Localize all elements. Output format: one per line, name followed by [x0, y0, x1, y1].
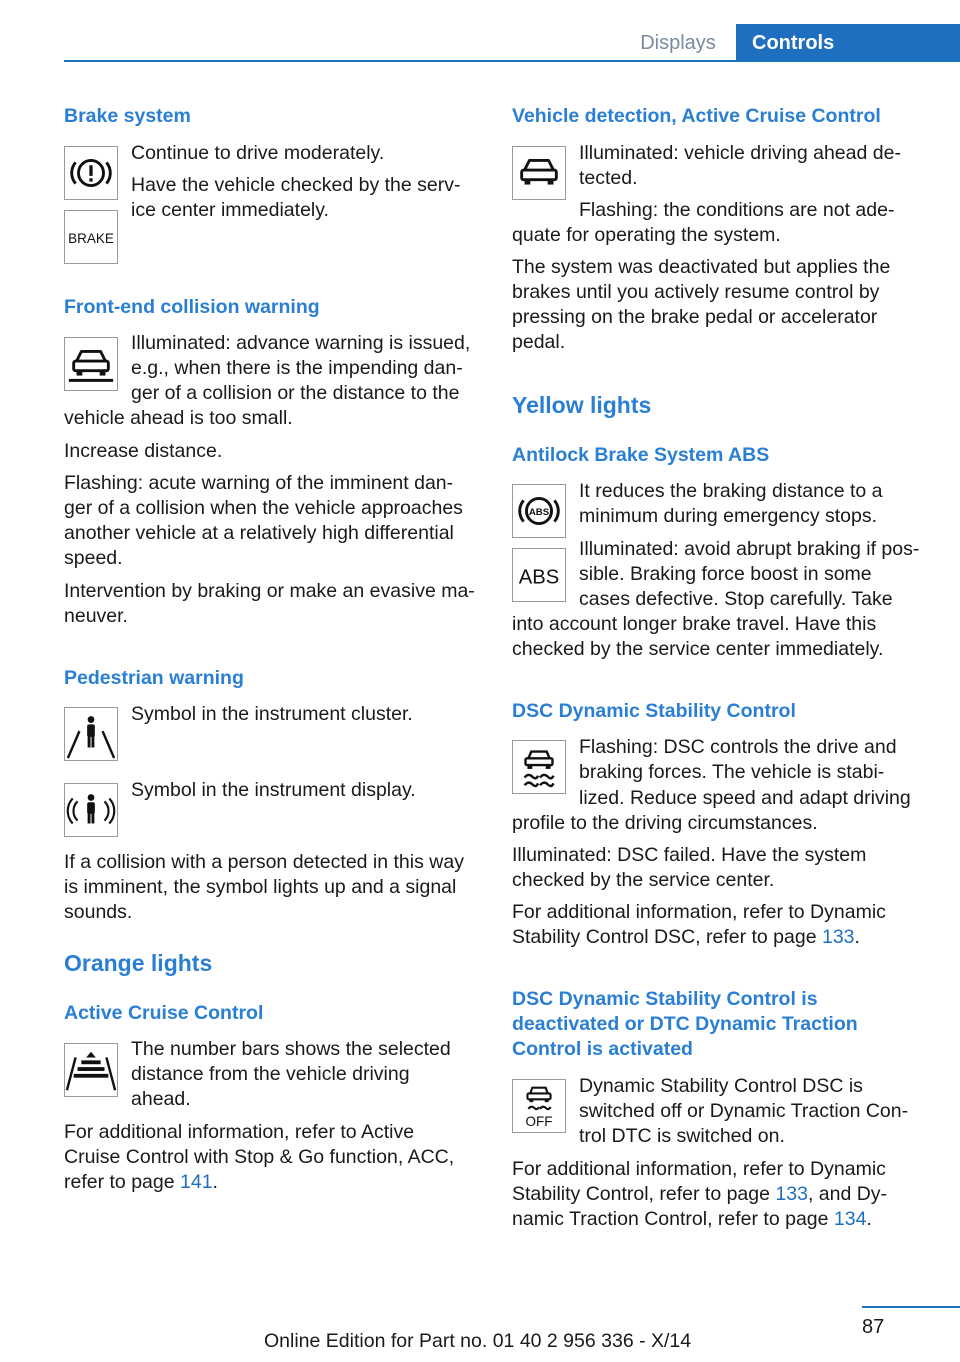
front-text-7: ger of a collision when the vehicle approaches	[64, 497, 463, 519]
abs-text-5: cases defective. Stop carefully. Take	[579, 588, 893, 610]
pedestrian-heading: Pedestrian warning	[64, 667, 244, 689]
vehicle-text-5: The system was deactivated but applies the	[512, 256, 891, 278]
vehicle-text-3: Flashing: the conditions are not ade-	[579, 199, 895, 221]
vehicle-text-7: pressing on the brake pedal or accelerator	[512, 306, 878, 328]
dtc-heading-1: DSC Dynamic Stability Control is	[512, 988, 818, 1010]
pedestrian-text-2: Symbol in the instrument display.	[131, 779, 416, 801]
brake-text-icon	[64, 210, 118, 264]
dtc-heading-3: Control is activated	[512, 1038, 693, 1060]
vehicle-text-1: Illuminated: vehicle driving ahead de-	[579, 142, 901, 164]
brake-text-2: Have the vehicle checked by the serv-	[131, 174, 461, 196]
pedestrian-cluster-icon	[64, 707, 118, 761]
front-text-2: e.g., when there is the impending dan-	[131, 357, 463, 379]
dtc-text-6	[512, 1207, 872, 1232]
acc-text-6-post: .	[212, 1171, 218, 1193]
vehicle-text-2: tected.	[579, 167, 638, 189]
abs-text-1: It reduces the braking distance to a	[579, 480, 883, 502]
abs-text-2: minimum during emergency stops.	[579, 505, 878, 527]
front-text-5: Increase distance.	[64, 440, 223, 462]
abs-text-icon	[512, 548, 566, 602]
dtc-text-6-pre: namic Traction Control, refer to page	[512, 1208, 834, 1230]
page-number: 87	[862, 1316, 885, 1338]
front-text-10: Intervention by braking or make an evasive ma-	[64, 580, 475, 602]
brake-text-3: ice center immediately.	[131, 199, 329, 221]
acc-distance-bars-icon	[64, 1043, 118, 1097]
abs-text-4: sible. Braking force boost in some	[579, 563, 872, 585]
dsc-page-link[interactable]: 133	[821, 926, 855, 948]
acc-heading: Active Cruise Control	[64, 1002, 264, 1024]
front-text-6: Flashing: acute warning of the imminent dan-	[64, 472, 454, 494]
dtc-page-link-133[interactable]: 133	[775, 1183, 808, 1205]
acc-text-3: ahead.	[131, 1088, 191, 1110]
dsc-off-icon-text: OFF	[525, 1114, 553, 1130]
front-text-9: speed.	[64, 547, 123, 569]
acc-text-1: The number bars shows the selected	[131, 1038, 451, 1060]
abs-heading: Antilock Brake System ABS	[512, 444, 770, 466]
dsc-text-1: Flashing: DSC controls the drive and	[579, 736, 897, 758]
dsc-text-8	[512, 925, 860, 950]
dsc-skid-car-icon	[512, 740, 566, 794]
dsc-heading: DSC Dynamic Stability Control	[512, 700, 796, 722]
front-text-8: another vehicle at a relatively high differential	[64, 522, 454, 544]
abs-circle-icon-text: ABS	[528, 506, 550, 518]
footer-rule	[862, 1306, 960, 1308]
abs-circle-icon	[512, 484, 566, 538]
acc-text-6	[64, 1170, 218, 1195]
orange-lights-heading: Orange lights	[64, 950, 213, 976]
front-text-11: neuver.	[64, 605, 128, 627]
dsc-off-icon	[512, 1079, 566, 1133]
pedestrian-display-icon	[64, 783, 118, 837]
dtc-text-2: switched off or Dynamic Traction Con-	[579, 1100, 909, 1122]
abs-text-6: into account longer brake travel. Have this	[512, 613, 877, 635]
dtc-text-5-pre: Stability Control, refer to page	[512, 1183, 776, 1205]
pedestrian-text-3: If a collision with a person detected in this way	[64, 851, 464, 873]
acc-text-4: For additional information, refer to Active	[64, 1121, 415, 1143]
header-rule	[64, 60, 960, 62]
vehicle-text-6: brakes until you actively resume control by	[512, 281, 880, 303]
acc-text-2: distance from the vehicle driving	[131, 1063, 410, 1085]
acc-text-6-pre: refer to page	[64, 1171, 180, 1193]
dtc-text-1: Dynamic Stability Control DSC is	[579, 1075, 863, 1097]
vehicle-text-4: quate for operating the system.	[512, 224, 781, 246]
dtc-heading-2: deactivated or DTC Dynamic Traction	[512, 1013, 858, 1035]
tab-controls[interactable]: Controls	[736, 24, 960, 62]
front-collision-heading: Front-end collision warning	[64, 296, 320, 318]
abs-text-7: checked by the service center immediately.	[512, 638, 884, 660]
front-text-1: Illuminated: advance warning is issued,	[131, 332, 471, 354]
acc-text-5: Cruise Control with Stop & Go function, ACC,	[64, 1146, 455, 1168]
abs-text-3: Illuminated: avoid abrupt braking if pos-	[579, 538, 920, 560]
brake-warning-icon	[64, 146, 118, 200]
dsc-text-8-pre: Stability Control DSC, refer to page	[512, 926, 822, 948]
dtc-page-link-134[interactable]: 134	[833, 1208, 867, 1230]
vehicle-text-8: pedal.	[512, 331, 566, 353]
dtc-text-4: For additional information, refer to Dynamic	[512, 1158, 886, 1180]
acc-page-link[interactable]: 141	[180, 1171, 213, 1193]
yellow-lights-heading: Yellow lights	[512, 392, 652, 418]
dsc-text-8-post: .	[854, 926, 860, 948]
dsc-text-7: For additional information, refer to Dynamic	[512, 901, 886, 923]
front-text-4: vehicle ahead is too small.	[64, 407, 293, 429]
edition-note: Online Edition for Part no. 01 40 2 956 336 - X/14	[264, 1330, 692, 1352]
dtc-text-5	[512, 1182, 887, 1207]
brake-icon-text: BRAKE	[68, 230, 114, 246]
pedestrian-text-1: Symbol in the instrument cluster.	[131, 703, 413, 725]
tab-displays[interactable]: Displays	[640, 31, 716, 54]
dtc-text-3: trol DTC is switched on.	[579, 1125, 785, 1147]
dsc-text-6: checked by the service center.	[512, 869, 775, 891]
front-collision-car-icon	[64, 337, 118, 391]
vehicle-detection-car-icon	[512, 146, 566, 200]
dtc-text-6-post: .	[866, 1208, 872, 1230]
dsc-text-3: lized. Reduce speed and adapt driving	[579, 787, 911, 809]
pedestrian-text-4: is imminent, the symbol lights up and a signal	[64, 876, 457, 898]
dtc-text-5-post: , and Dy-	[807, 1183, 888, 1205]
pedestrian-text-5: sounds.	[64, 901, 133, 923]
abs-icon-text: ABS	[518, 566, 560, 589]
vehicle-detection-heading: Vehicle detection, Active Cruise Control	[512, 105, 881, 127]
dsc-text-4: profile to the driving circumstances.	[512, 812, 818, 834]
dsc-text-5: Illuminated: DSC failed. Have the system	[512, 844, 867, 866]
front-text-3: ger of a collision or the distance to the	[131, 382, 460, 404]
brake-text-1: Continue to drive moderately.	[131, 142, 385, 164]
dsc-text-2: braking forces. The vehicle is stabi-	[579, 761, 885, 783]
brake-system-heading: Brake system	[64, 105, 191, 127]
